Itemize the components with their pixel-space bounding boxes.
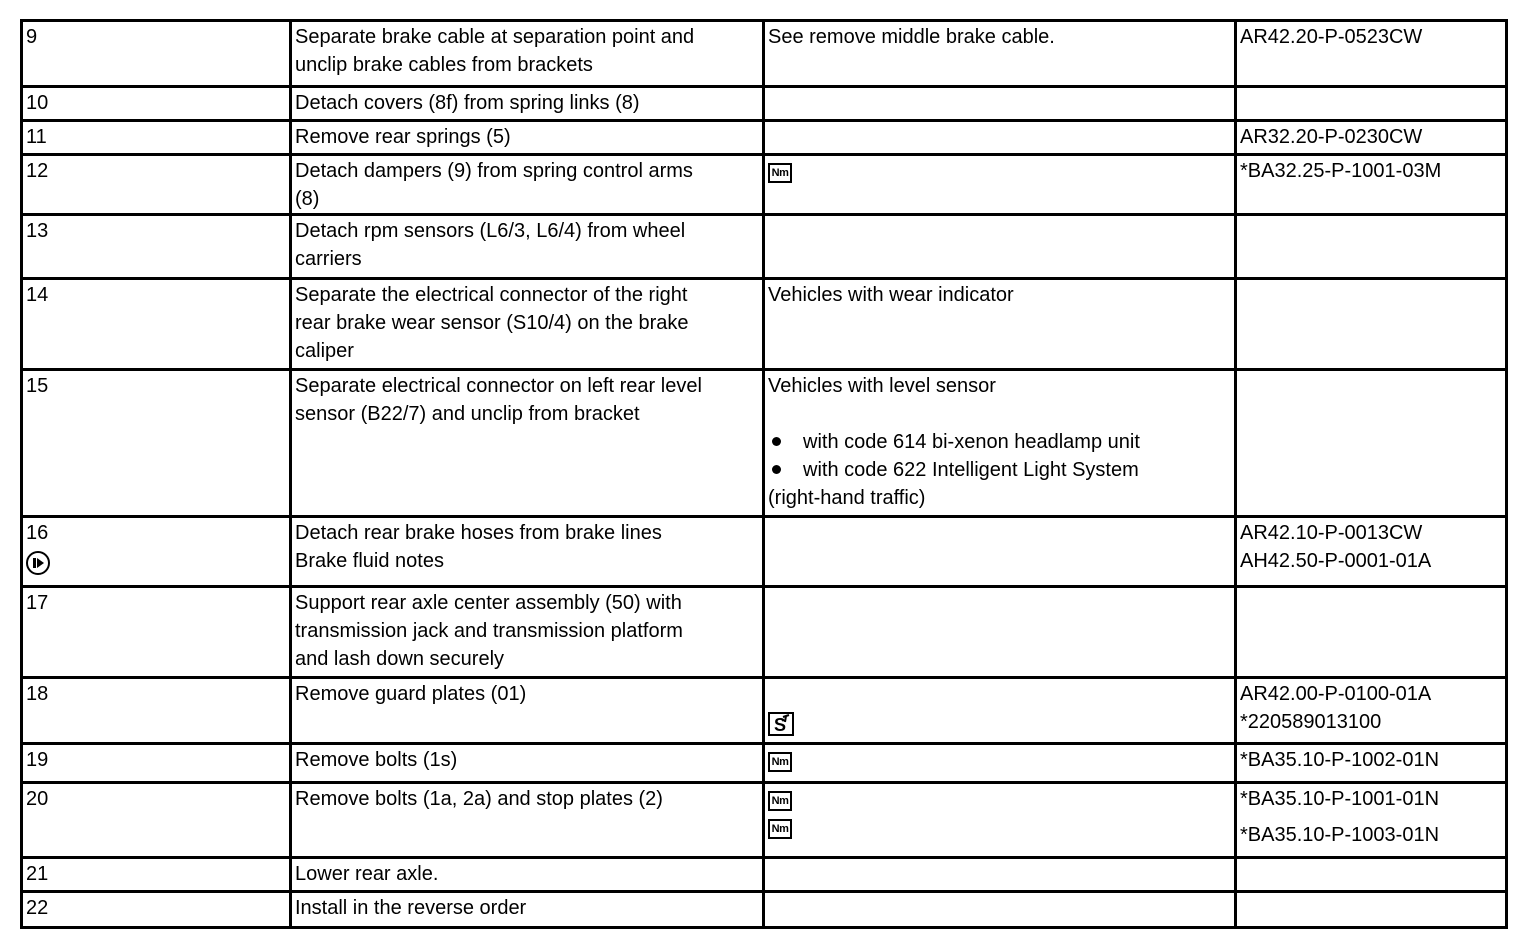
action-text: transmission jack and transmission platform (295, 620, 683, 642)
reference-link[interactable]: AR32.20-P-0230CW (1240, 126, 1423, 148)
step-number-cell (22, 587, 291, 678)
notes-cell (764, 279, 1236, 370)
notes-cell (764, 155, 1236, 215)
torque-nm-icon[interactable]: Nm (768, 819, 792, 839)
action-cell (291, 678, 764, 744)
step-number: 19 (26, 749, 49, 771)
action-cell (291, 87, 764, 121)
action-cell (291, 744, 764, 783)
notes-cell (764, 783, 1236, 858)
bullet-text: with code 622 Intelligent Light System (803, 459, 1139, 481)
notes-cell (764, 517, 1236, 587)
action-text: sensor (B22/7) and unclip from bracket (295, 403, 640, 425)
step-number-cell (22, 279, 291, 370)
note-text: Vehicles with wear indicator (768, 284, 1014, 306)
step-number-cell (22, 744, 291, 783)
step-number-cell (22, 783, 291, 858)
step-number: 11 (26, 126, 47, 148)
step-number-cell (22, 678, 291, 744)
action-text: (8) (295, 188, 320, 210)
table-row (22, 155, 1507, 215)
step-number-cell (22, 21, 291, 87)
reference-cell (1236, 678, 1507, 744)
special-tool-icon[interactable] (768, 712, 794, 736)
reference-cell (1236, 21, 1507, 87)
action-text: Support rear axle center assembly (50) with (295, 592, 682, 614)
action-text: Separate the electrical connector of the right (295, 284, 688, 306)
notes-cell (764, 370, 1236, 517)
table-row (22, 279, 1507, 370)
action-cell (291, 370, 764, 517)
action-text: Detach rear brake hoses from brake lines (295, 522, 662, 544)
action-cell (291, 121, 764, 155)
bullet-icon (772, 437, 781, 446)
step-number-cell (22, 215, 291, 279)
action-text: rear brake wear sensor (S10/4) on the brake (295, 312, 689, 334)
torque-nm-icon[interactable]: Nm (768, 163, 792, 183)
action-cell (291, 858, 764, 892)
action-text: Remove bolts (1s) (295, 749, 458, 771)
reference-cell (1236, 858, 1507, 892)
reference-cell (1236, 517, 1507, 587)
reference-cell (1236, 87, 1507, 121)
step-number: 9 (26, 26, 38, 48)
table-row (22, 892, 1507, 928)
action-text: Remove rear springs (5) (295, 126, 511, 148)
action-text: Lower rear axle. (295, 863, 439, 885)
action-cell (291, 783, 764, 858)
action-link[interactable]: Brake fluid notes (295, 550, 444, 572)
reference-link[interactable]: *220589013100 (1240, 711, 1382, 733)
table-row (22, 370, 1507, 517)
step-number-cell (22, 858, 291, 892)
procedure-table (20, 19, 1508, 929)
action-cell (291, 21, 764, 87)
action-cell (291, 587, 764, 678)
action-text: Separate electrical connector on left rear level (295, 375, 702, 397)
step-number: 21 (26, 863, 49, 885)
step-number: 17 (26, 592, 49, 614)
action-text: Detach dampers (9) from spring control arms (295, 160, 693, 182)
step-number-cell (22, 155, 291, 215)
action-text: caliper (295, 340, 354, 362)
action-cell (291, 892, 764, 928)
reference-link[interactable]: *BA35.10-P-1001-01N (1240, 788, 1440, 810)
note-text: See remove middle brake cable. (768, 26, 1055, 48)
table-row (22, 587, 1507, 678)
reference-link[interactable]: *BA35.10-P-1003-01N (1240, 824, 1440, 846)
brake-fluid-notes-icon[interactable] (26, 551, 50, 575)
action-text: unclip brake cables from brackets (295, 54, 593, 76)
step-number-cell (22, 87, 291, 121)
table-row (22, 87, 1507, 121)
action-text: Install in the reverse order (295, 897, 527, 919)
reference-cell (1236, 783, 1507, 858)
list-item (768, 428, 1231, 456)
torque-nm-icon[interactable]: Nm (768, 752, 792, 772)
table-row (22, 858, 1507, 892)
reference-link[interactable]: AH42.50-P-0001-01A (1240, 550, 1432, 572)
notes-cell (764, 587, 1236, 678)
table-row (22, 215, 1507, 279)
action-cell (291, 155, 764, 215)
step-number-cell (22, 370, 291, 517)
reference-cell (1236, 892, 1507, 928)
reference-link[interactable]: AR42.20-P-0523CW (1240, 26, 1423, 48)
table-row (22, 121, 1507, 155)
reference-cell (1236, 121, 1507, 155)
torque-nm-icon[interactable]: Nm (768, 791, 792, 811)
action-text: and lash down securely (295, 648, 505, 670)
notes-cell (764, 858, 1236, 892)
reference-cell (1236, 744, 1507, 783)
table-row (22, 517, 1507, 587)
notes-cell (764, 215, 1236, 279)
step-number: 13 (26, 220, 49, 242)
reference-link[interactable]: *BA35.10-P-1002-01N (1240, 749, 1440, 771)
note-text: (right-hand traffic) (768, 487, 926, 509)
action-text: Detach rpm sensors (L6/3, L6/4) from wheel (295, 220, 686, 242)
reference-cell (1236, 587, 1507, 678)
reference-cell (1236, 279, 1507, 370)
step-number: 22 (26, 897, 49, 919)
step-number: 12 (26, 160, 49, 182)
notes-cell (764, 87, 1236, 121)
table-row (22, 21, 1507, 87)
step-number: 14 (26, 284, 49, 306)
note-text: Vehicles with level sensor (768, 375, 996, 397)
step-number: 15 (26, 375, 49, 397)
action-cell (291, 215, 764, 279)
action-cell (291, 279, 764, 370)
action-cell (291, 517, 764, 587)
table-row (22, 783, 1507, 858)
list-item (768, 456, 1231, 484)
bullet-icon (772, 465, 781, 474)
reference-link[interactable]: AR42.00-P-0100-01A (1240, 683, 1432, 705)
reference-cell (1236, 155, 1507, 215)
bullet-text: with code 614 bi-xenon headlamp unit (803, 431, 1140, 453)
action-text: Detach covers (8f) from spring links (8) (295, 92, 640, 114)
notes-cell (764, 892, 1236, 928)
step-number-cell (22, 121, 291, 155)
reference-cell (1236, 370, 1507, 517)
action-text: Remove bolts (1a, 2a) and stop plates (2) (295, 788, 663, 810)
step-number: 16 (26, 522, 49, 544)
table-row (22, 744, 1507, 783)
step-number-cell (22, 517, 291, 587)
action-text: carriers (295, 248, 362, 270)
step-number: 18 (26, 683, 49, 705)
table-row (22, 678, 1507, 744)
notes-cell (764, 21, 1236, 87)
reference-link[interactable]: *BA32.25-P-1001-03M (1240, 160, 1442, 182)
notes-cell (764, 678, 1236, 744)
notes-cell (764, 744, 1236, 783)
action-text: Separate brake cable at separation point and (295, 26, 695, 48)
notes-cell (764, 121, 1236, 155)
action-text: Remove guard plates (01) (295, 683, 527, 705)
step-number: 20 (26, 788, 49, 810)
reference-link[interactable]: AR42.10-P-0013CW (1240, 522, 1423, 544)
step-number: 10 (26, 92, 49, 114)
svg-text:S: S (774, 714, 787, 734)
reference-cell (1236, 215, 1507, 279)
step-number-cell (22, 892, 291, 928)
